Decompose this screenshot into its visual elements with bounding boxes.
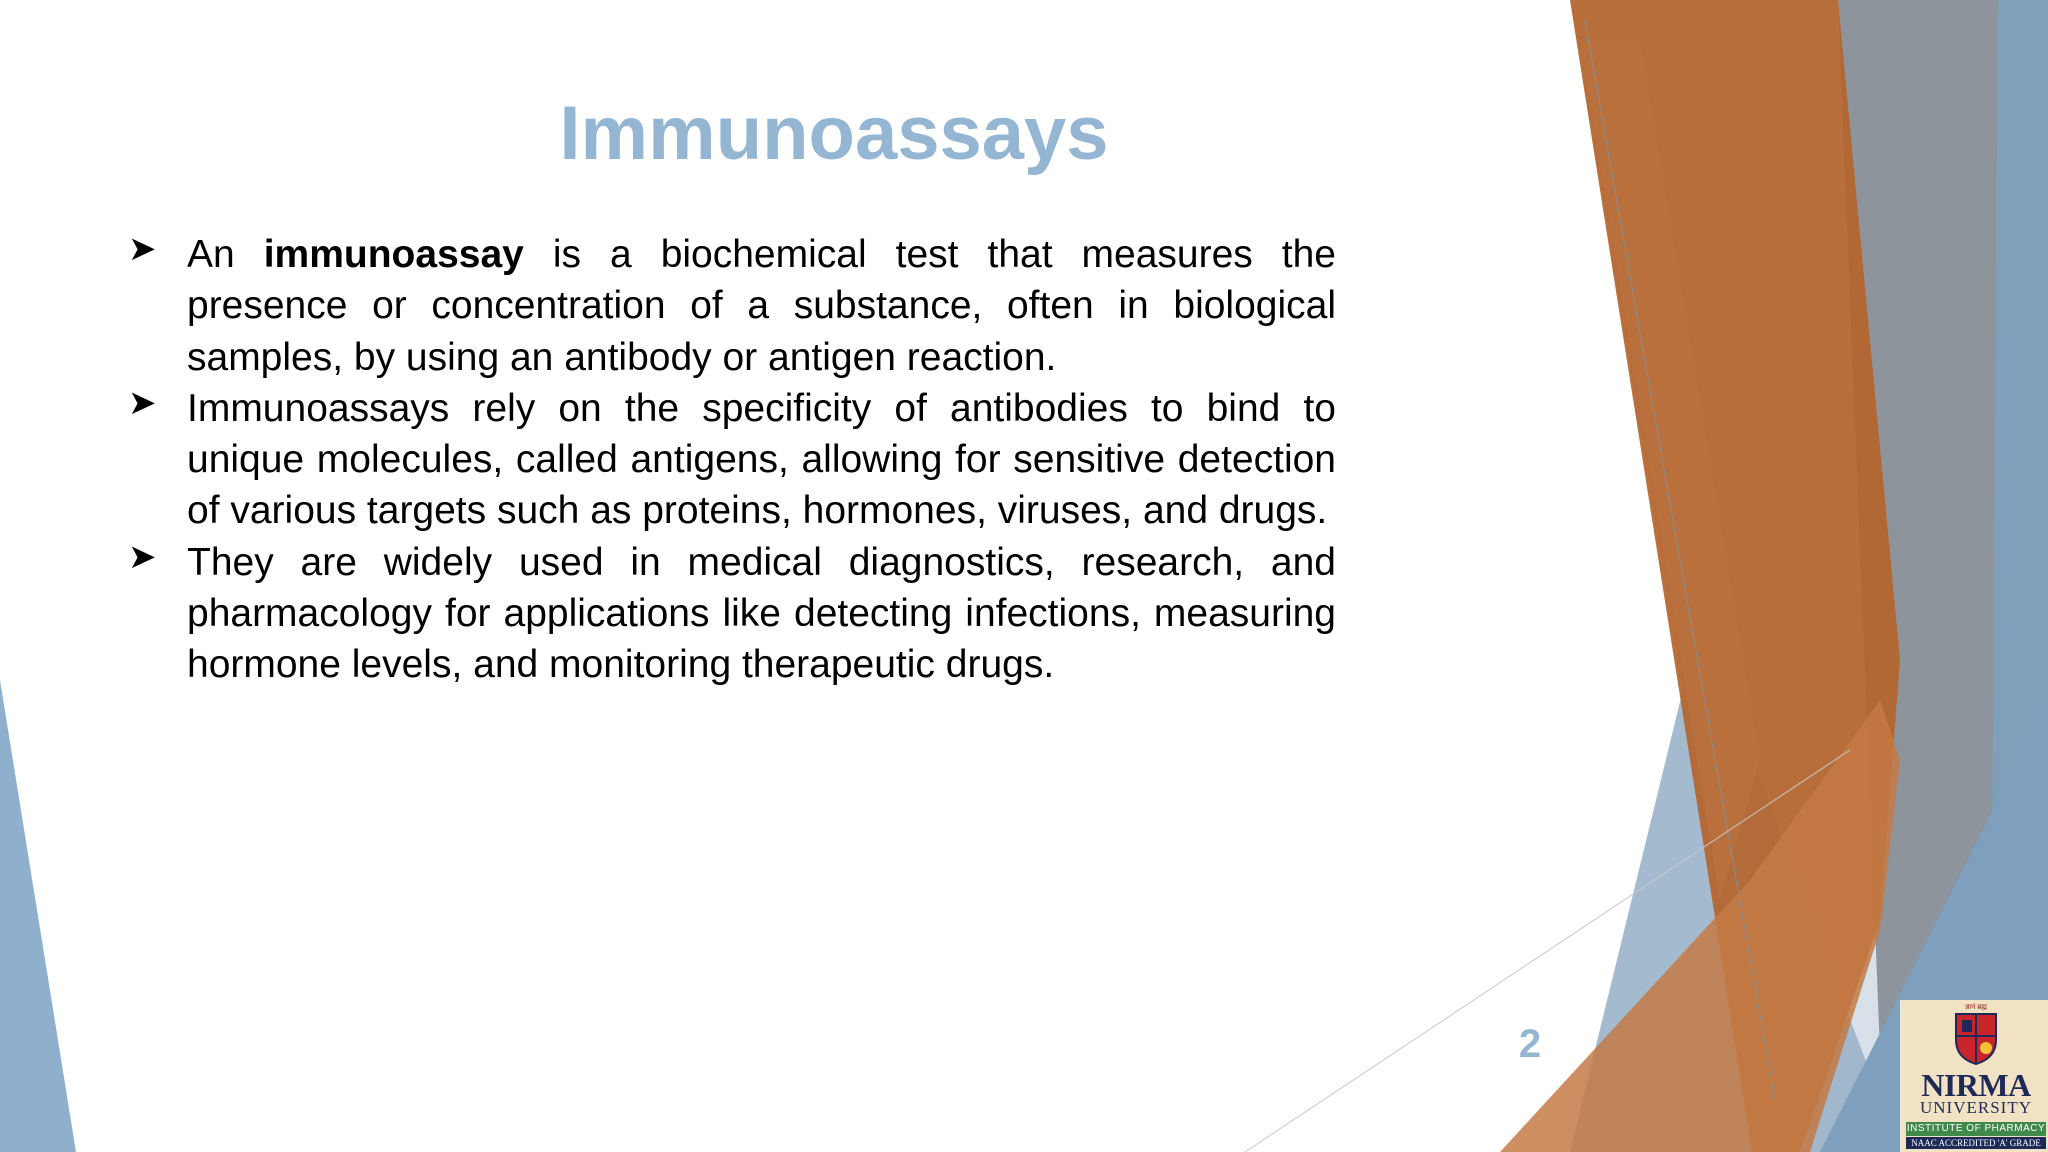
bullet-item-2	[128, 383, 1336, 537]
bullet-item-3	[128, 537, 1336, 691]
bullet-item-1	[128, 229, 1336, 383]
page-number: 2	[1518, 1022, 1542, 1066]
bullet-1-lead: An	[187, 233, 264, 276]
university-logo	[1900, 1000, 2048, 1152]
slide-title: Immunoassays	[559, 91, 1109, 176]
logo-name: NIRMA	[1921, 1067, 2031, 1103]
logo-subname: UNIVERSITY	[1920, 1098, 2032, 1117]
bullet-1-keyword: immunoassay	[263, 233, 524, 276]
crest-icon	[1952, 1010, 2000, 1066]
bullet-1-rest: is a biochemical test that measures the presence or concentration of a substance, often in biological samples, by using an antibody or antigen reaction.	[187, 233, 1336, 379]
bullet-text-3: They are widely used in medical diagnostics, research, and pharmacology for applications like detecting infections, measuring hormone levels, and monitoring therapeutic drugs.	[187, 540, 1336, 687]
logo-institute: INSTITUTE OF PHARMACY	[1906, 1123, 2046, 1134]
bullet-list	[128, 229, 1336, 691]
left-blue-shard	[0, 680, 76, 1152]
bullet-text-1	[187, 229, 1336, 383]
arrowhead-bullet-icon: ➤	[128, 383, 157, 422]
arrowhead-bullet-icon: ➤	[128, 537, 157, 576]
logo-accreditation: NAAC ACCREDITED 'A' GRADE	[1906, 1137, 2046, 1149]
logo-tagline: ज्ञानं ब्रह्म	[1965, 1004, 1987, 1011]
bullet-text-2: Immunoassays rely on the specificity of antibodies to bind to unique molecules, called antigens, allowing for sensitive detection of various targets such as proteins, hormones, viruses, and drugs.	[187, 386, 1336, 533]
arrowhead-bullet-icon: ➤	[128, 230, 157, 268]
